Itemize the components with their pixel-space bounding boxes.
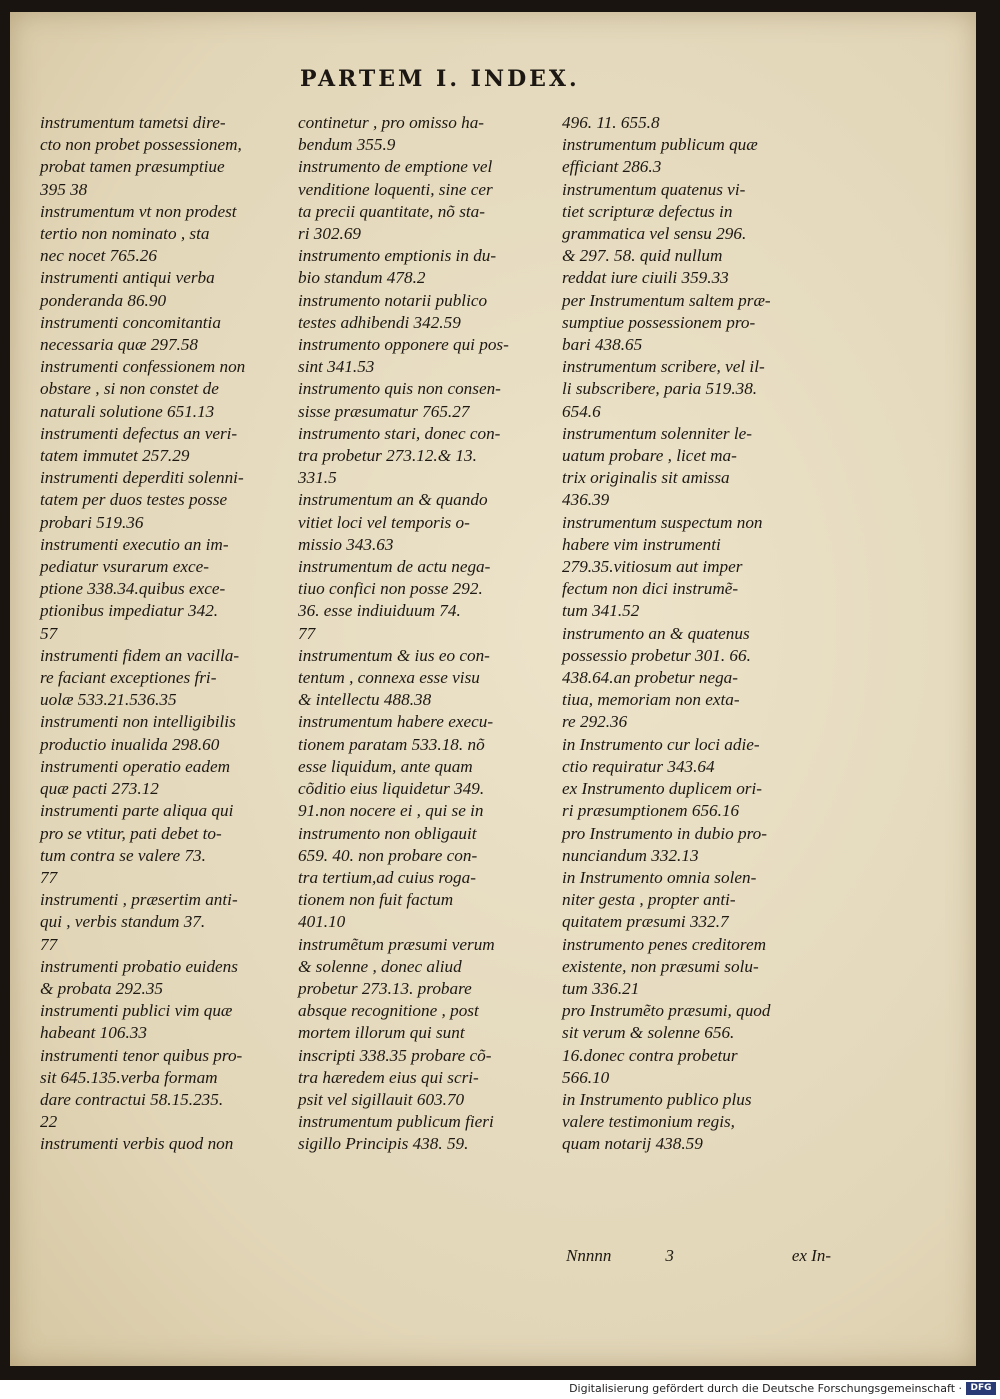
index-line: 77 (40, 867, 58, 887)
index-line: instrumento notarii publico (298, 290, 488, 310)
catchword: ex In- (791, 1246, 832, 1265)
index-line: tatem immutet 257.29 (40, 446, 190, 466)
index-line: instrumentum scribere, vel il- (562, 357, 765, 377)
index-line: ri 302.69 (298, 224, 362, 244)
index-line: instrumenti concomitantia (40, 312, 221, 332)
index-line: niter gesta , propter anti- (562, 890, 736, 910)
index-line: tum contra se valere 73. (40, 845, 206, 865)
index-line: venditione loquenti, sine cer (298, 179, 493, 199)
index-line: sit 645.135.verba formam (40, 1067, 218, 1087)
index-line: ta precii quantitate, nõ sta- (298, 201, 485, 221)
index-line: tra hæredem eius qui scri- (298, 1067, 479, 1087)
index-line: 16.donec contra probetur (562, 1045, 738, 1065)
index-line: probari 519.36 (40, 512, 144, 532)
index-line: ex Instrumento duplicem ori- (562, 779, 762, 799)
index-line: instrumenti executio an im- (40, 534, 229, 554)
signature-mark: Nnnnn (566, 1246, 612, 1265)
index-line: instrumenti parte aliqua qui (40, 801, 234, 821)
index-line: sisse præsumatur 765.27 (298, 401, 470, 421)
index-line: sigillo Principis 438. 59. (298, 1134, 469, 1154)
index-line: obstare , si non constet de (40, 379, 219, 399)
index-line: qui , verbis standum 37. (40, 912, 206, 932)
index-line: nunciandum 332.13 (562, 845, 699, 865)
index-line: instrumento de emptione vel (298, 157, 493, 177)
index-line: instrumenti fidem an vacilla- (40, 645, 240, 665)
index-line: 22 (40, 1112, 58, 1132)
index-line: instrumenti operatio eadem (40, 756, 230, 776)
index-line: instrumentum suspectum non (562, 512, 763, 532)
index-line: 57 (40, 623, 58, 643)
index-line: tra tertium,ad cuius roga- (298, 867, 476, 887)
index-line: instrumentum tametsi dire- (40, 113, 226, 132)
index-line: 331.5 (298, 468, 337, 488)
index-line: instrumento stari, donec con- (298, 423, 501, 443)
index-line: grammatica vel sensu 296. (562, 224, 747, 244)
index-column-2 (298, 112, 560, 1156)
index-line: tum 341.52 (562, 601, 640, 621)
index-line: dare contractui 58.15.235. (40, 1089, 224, 1109)
index-line: inscripti 338.35 probare cõ- (298, 1045, 492, 1065)
index-line: instrumenti antiqui verba (40, 268, 215, 288)
index-line: cto non probet possessionem, (40, 135, 242, 155)
index-line: re 292.36 (562, 712, 628, 732)
index-line: uolæ 533.21.536.35 (40, 690, 177, 710)
dfg-logo-icon: DFG (966, 1382, 996, 1395)
index-line: absque recognitione , post (298, 1001, 479, 1021)
index-line: bio standum 478.2 (298, 268, 426, 288)
index-line: instrumentum habere execu- (298, 712, 494, 732)
index-line: valere testimonium regis, (562, 1112, 735, 1132)
index-line: pediatur vsurarum exce- (40, 557, 209, 577)
index-line: re faciant exceptiones fri- (40, 668, 217, 688)
index-line: continetur , pro omisso ha- (298, 113, 485, 132)
index-line: nec nocet 765.26 (40, 246, 157, 266)
index-line: tra probetur 273.12.& 13. (298, 446, 477, 466)
index-line: bari 438.65 (562, 335, 643, 355)
index-line: tentum , connexa esse visu (298, 668, 480, 688)
index-line: & intellectu 488.38 (298, 690, 432, 710)
index-line: instrumenti probatio euidens (40, 956, 238, 976)
index-line: psit vel sigillauit 603.70 (298, 1089, 465, 1109)
index-line: 659. 40. non probare con- (298, 845, 478, 865)
index-line: tiuo confici non posse 292. (298, 579, 483, 599)
index-line: ri præsumptionem 656.16 (562, 801, 740, 821)
index-line: 279.35.vitiosum aut imper (562, 557, 743, 577)
index-line: habeant 106.33 (40, 1023, 147, 1043)
index-line: 36. esse indiuiduum 74. (298, 601, 461, 621)
page-header: PARTEM I. INDEX. (300, 66, 580, 92)
index-line: pro Instrumento in dubio pro- (562, 823, 767, 843)
index-line: instrumento penes creditorem (562, 934, 766, 954)
index-line: ptionibus impediatur 342. (40, 601, 219, 621)
index-line: instrumentum vt non prodest (40, 201, 237, 221)
index-line: 496. 11. 655.8 (562, 113, 660, 132)
index-line: 77 (298, 623, 316, 643)
index-column-3 (562, 112, 824, 1156)
index-line: instrumenti non intelligibilis (40, 712, 236, 732)
index-line: sint 341.53 (298, 357, 375, 377)
index-line: pro se vtitur, pati debet to- (40, 823, 222, 843)
index-line: ptione 338.34.quibus exce- (40, 579, 226, 599)
index-line: tiua, memoriam non exta- (562, 690, 740, 710)
index-line: & probata 292.35 (40, 978, 164, 998)
index-line: pro Instrumẽto præsumi, quod (562, 1001, 771, 1021)
index-line: quæ pacti 273.12 (40, 779, 159, 799)
index-line: probetur 273.13. probare (298, 978, 472, 998)
index-line: 395 38 (40, 179, 88, 199)
index-line: instrumenti tenor quibus pro- (40, 1045, 243, 1065)
index-line: 566.10 (562, 1067, 610, 1087)
index-line: instrumentum publicum quæ (562, 135, 758, 155)
index-line: 91.non nocere ei , qui se in (298, 801, 484, 821)
index-line: instrumentum publicum fieri (298, 1112, 494, 1132)
index-line: esse liquidum, ante quam (298, 756, 473, 776)
index-line: instrumentum de actu nega- (298, 557, 491, 577)
index-line: efficiant 286.3 (562, 157, 662, 177)
index-line: cõditio eius liquidetur 349. (298, 779, 485, 799)
index-line: probat tamen præsumptiue (40, 157, 225, 177)
index-line: 436.39 (562, 490, 610, 510)
index-line: tum 336.21 (562, 978, 640, 998)
index-line: missio 343.63 (298, 534, 394, 554)
index-line: in Instrumento omnia solen- (562, 867, 757, 887)
index-line: instrumento emptionis in du- (298, 246, 497, 266)
digitization-footer (0, 1380, 1000, 1399)
index-line: 654.6 (562, 401, 601, 421)
index-line: in Instrumento cur loci adie- (562, 734, 760, 754)
index-line: in Instrumento publico plus (562, 1089, 752, 1109)
index-line: & 297. 58. quid nullum (562, 246, 723, 266)
index-line: uatum probare , licet ma- (562, 446, 737, 466)
index-line: testes adhibendi 342.59 (298, 312, 461, 332)
index-line: instrumentum solenniter le- (562, 423, 752, 443)
index-line: instrumenti publici vim quæ (40, 1001, 233, 1021)
index-line: tatem per duos testes posse (40, 490, 228, 510)
index-line: 77 (40, 934, 58, 954)
index-line: tionem paratam 533.18. nõ (298, 734, 485, 754)
index-line: & solenne , donec aliud (298, 956, 462, 976)
index-line: instrumento quis non consen- (298, 379, 501, 399)
index-line: instrumento an & quatenus (562, 623, 750, 643)
index-line: quitatem præsumi 332.7 (562, 912, 729, 932)
index-line: per Instrumentum saltem præ- (562, 290, 771, 310)
index-line: reddat iure ciuili 359.33 (562, 268, 729, 288)
index-line: vitiet loci vel temporis o- (298, 512, 470, 532)
index-line: instrumenti , præsertim anti- (40, 890, 238, 910)
footer-credit: Digitalisierung gefördert durch die Deutsche Forschungsgemeinschaft · (569, 1382, 962, 1395)
index-line: 401.10 (298, 912, 346, 932)
index-line: sit verum & solenne 656. (562, 1023, 735, 1043)
index-line: li subscribere, paria 519.38. (562, 379, 758, 399)
index-line: fectum non dici instrumẽ- (562, 579, 739, 599)
index-line: instrumenti deperditi solenni- (40, 468, 244, 488)
signature-number: 3 (665, 1246, 674, 1265)
index-line: 438.64.an probetur nega- (562, 668, 738, 688)
index-line: instrumẽtum præsumi verum (298, 934, 495, 954)
index-line: tiet scripturæ defectus in (562, 201, 733, 221)
index-line: necessaria quæ 297.58 (40, 335, 199, 355)
index-line: quam notarij 438.59 (562, 1134, 703, 1154)
index-line: instrumento non obligauit (298, 823, 477, 843)
index-line: instrumenti defectus an veri- (40, 423, 238, 443)
index-line: instrumentum & ius eo con- (298, 645, 490, 665)
index-line: instrumento opponere qui pos- (298, 335, 509, 355)
index-line: naturali solutione 651.13 (40, 401, 215, 421)
index-line: mortem illorum qui sunt (298, 1023, 465, 1043)
index-line: instrumenti verbis quod non (40, 1134, 234, 1154)
index-line: ponderanda 86.90 (40, 290, 167, 310)
index-line: instrumentum an & quando (298, 490, 488, 510)
index-line: productio inualida 298.60 (40, 734, 220, 754)
signature-line (566, 1246, 831, 1266)
index-line: sumptiue possessionem pro- (562, 312, 756, 332)
index-column-1 (40, 112, 302, 1156)
index-line: ctio requiratur 343.64 (562, 756, 715, 776)
index-line: possessio probetur 301. 66. (562, 645, 751, 665)
index-line: tionem non fuit factum (298, 890, 454, 910)
index-line: bendum 355.9 (298, 135, 396, 155)
index-line: instrumenti confessionem non (40, 357, 246, 377)
index-line: habere vim instrumenti (562, 534, 721, 554)
index-line: trix originalis sit amissa (562, 468, 730, 488)
index-line: instrumentum quatenus vi- (562, 179, 746, 199)
index-line: tertio non nominato , sta (40, 224, 210, 244)
index-line: existente, non præsumi solu- (562, 956, 759, 976)
